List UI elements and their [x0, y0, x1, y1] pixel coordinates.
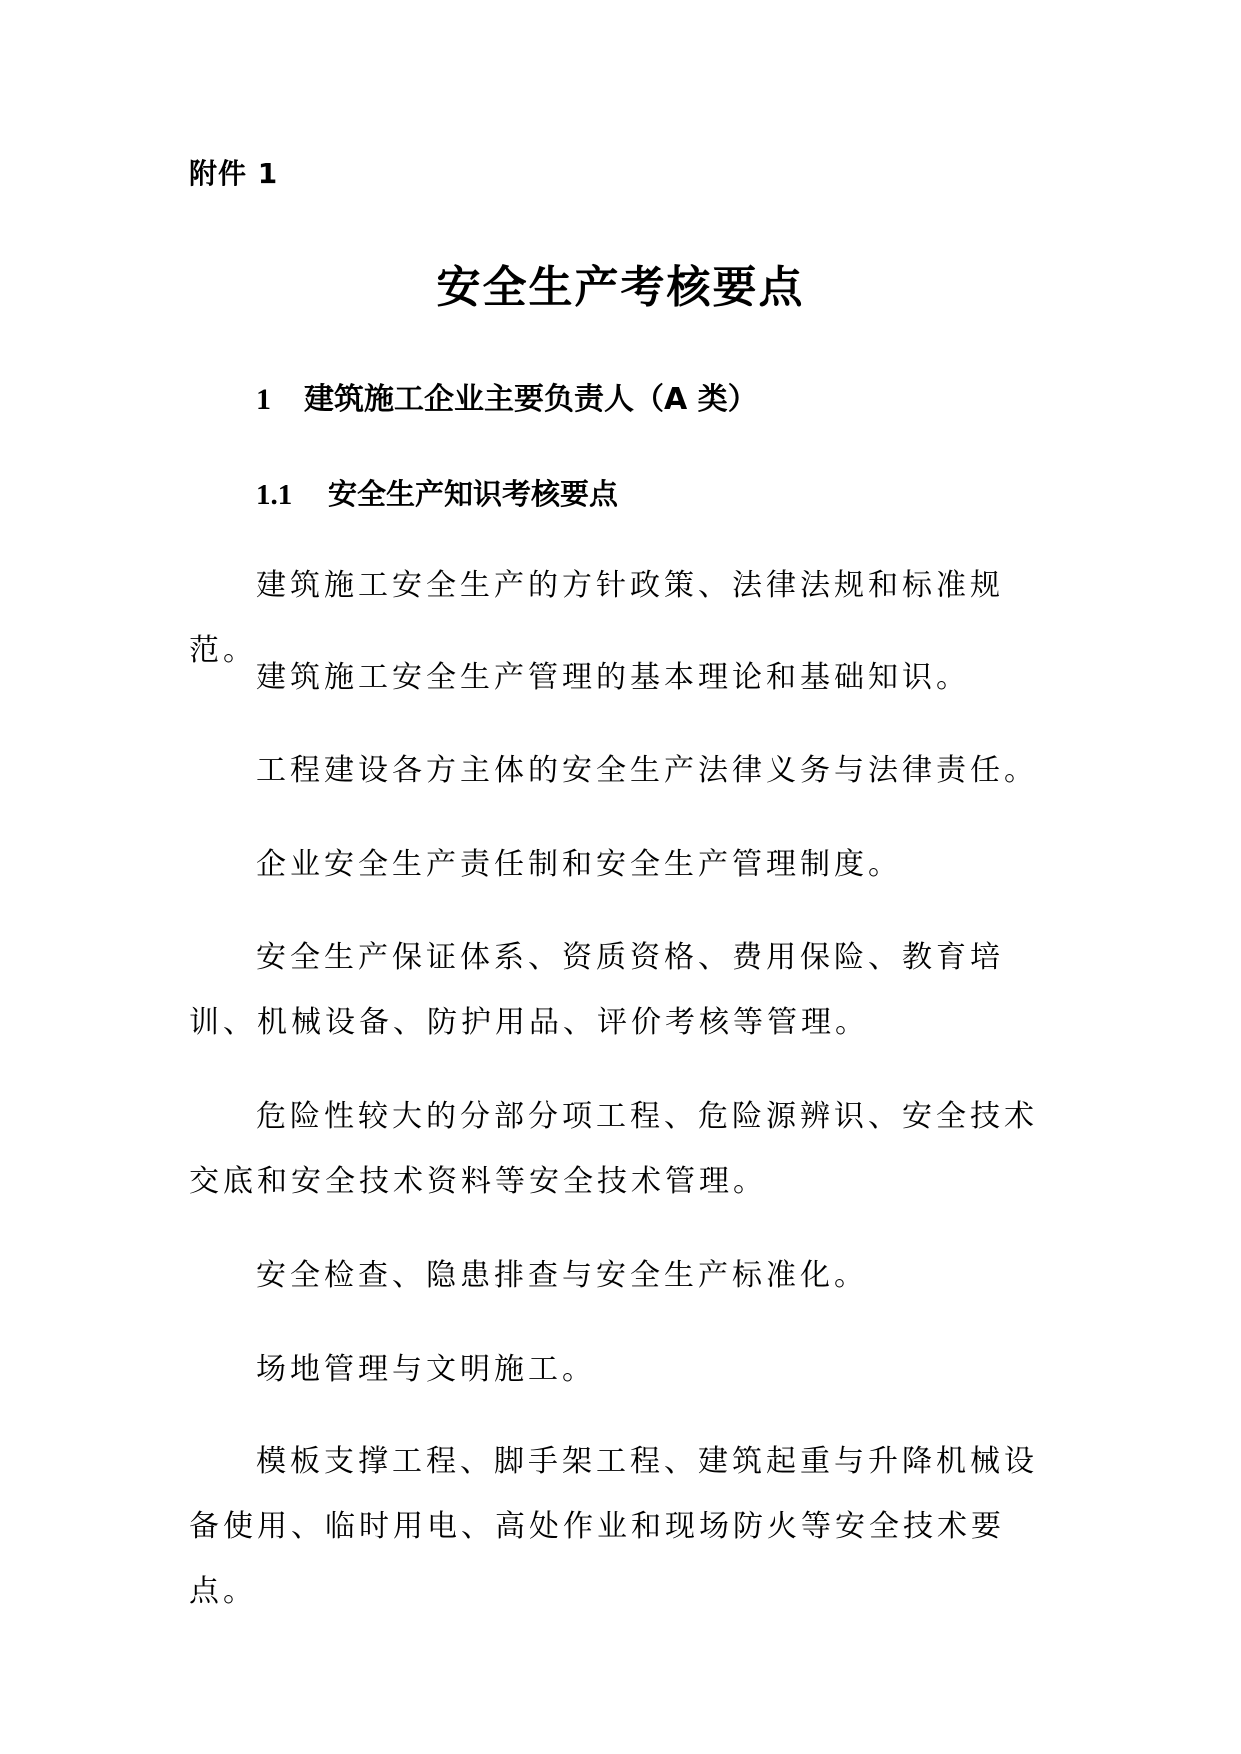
list-item: 企业安全生产责任制和安全生产管理制度。	[256, 847, 902, 882]
attachment-label: 附件 1	[189, 157, 279, 190]
list-item: 安全检查、隐患排查与安全生产标准化。	[256, 1258, 868, 1293]
list-item: 模板支撑工程、脚手架工程、建筑起重与升降机械设备使用、临时用电、高处作业和现场防火等安全技术要点。	[189, 1444, 1038, 1609]
list-item: 危险性较大的分部分项工程、危险源辨识、安全技术交底和安全技术资料等安全技术管理。	[189, 1099, 1038, 1199]
section-number: 1	[256, 383, 271, 416]
subsection-title: 安全生产知识考核要点	[328, 477, 619, 511]
list-item: 建筑施工安全生产管理的基本理论和基础知识。	[256, 660, 970, 695]
list-item: 建筑施工安全生产的方针政策、法律法规和标准规范。	[189, 568, 1004, 668]
section-title: 建筑施工企业主要负责人（A 类）	[304, 382, 758, 417]
subsection-number: 1.1	[256, 479, 293, 511]
list-item: 安全生产保证体系、资质资格、费用保险、教育培训、机械设备、防护用品、评价考核等管理。	[189, 940, 1004, 1040]
section-heading	[256, 378, 758, 422]
list-item: 场地管理与文明施工。	[256, 1352, 596, 1387]
list-item: 工程建设各方主体的安全生产法律义务与法律责任。	[256, 753, 1038, 788]
subsection-heading	[256, 472, 618, 517]
document-title: 安全生产考核要点	[436, 262, 805, 313]
